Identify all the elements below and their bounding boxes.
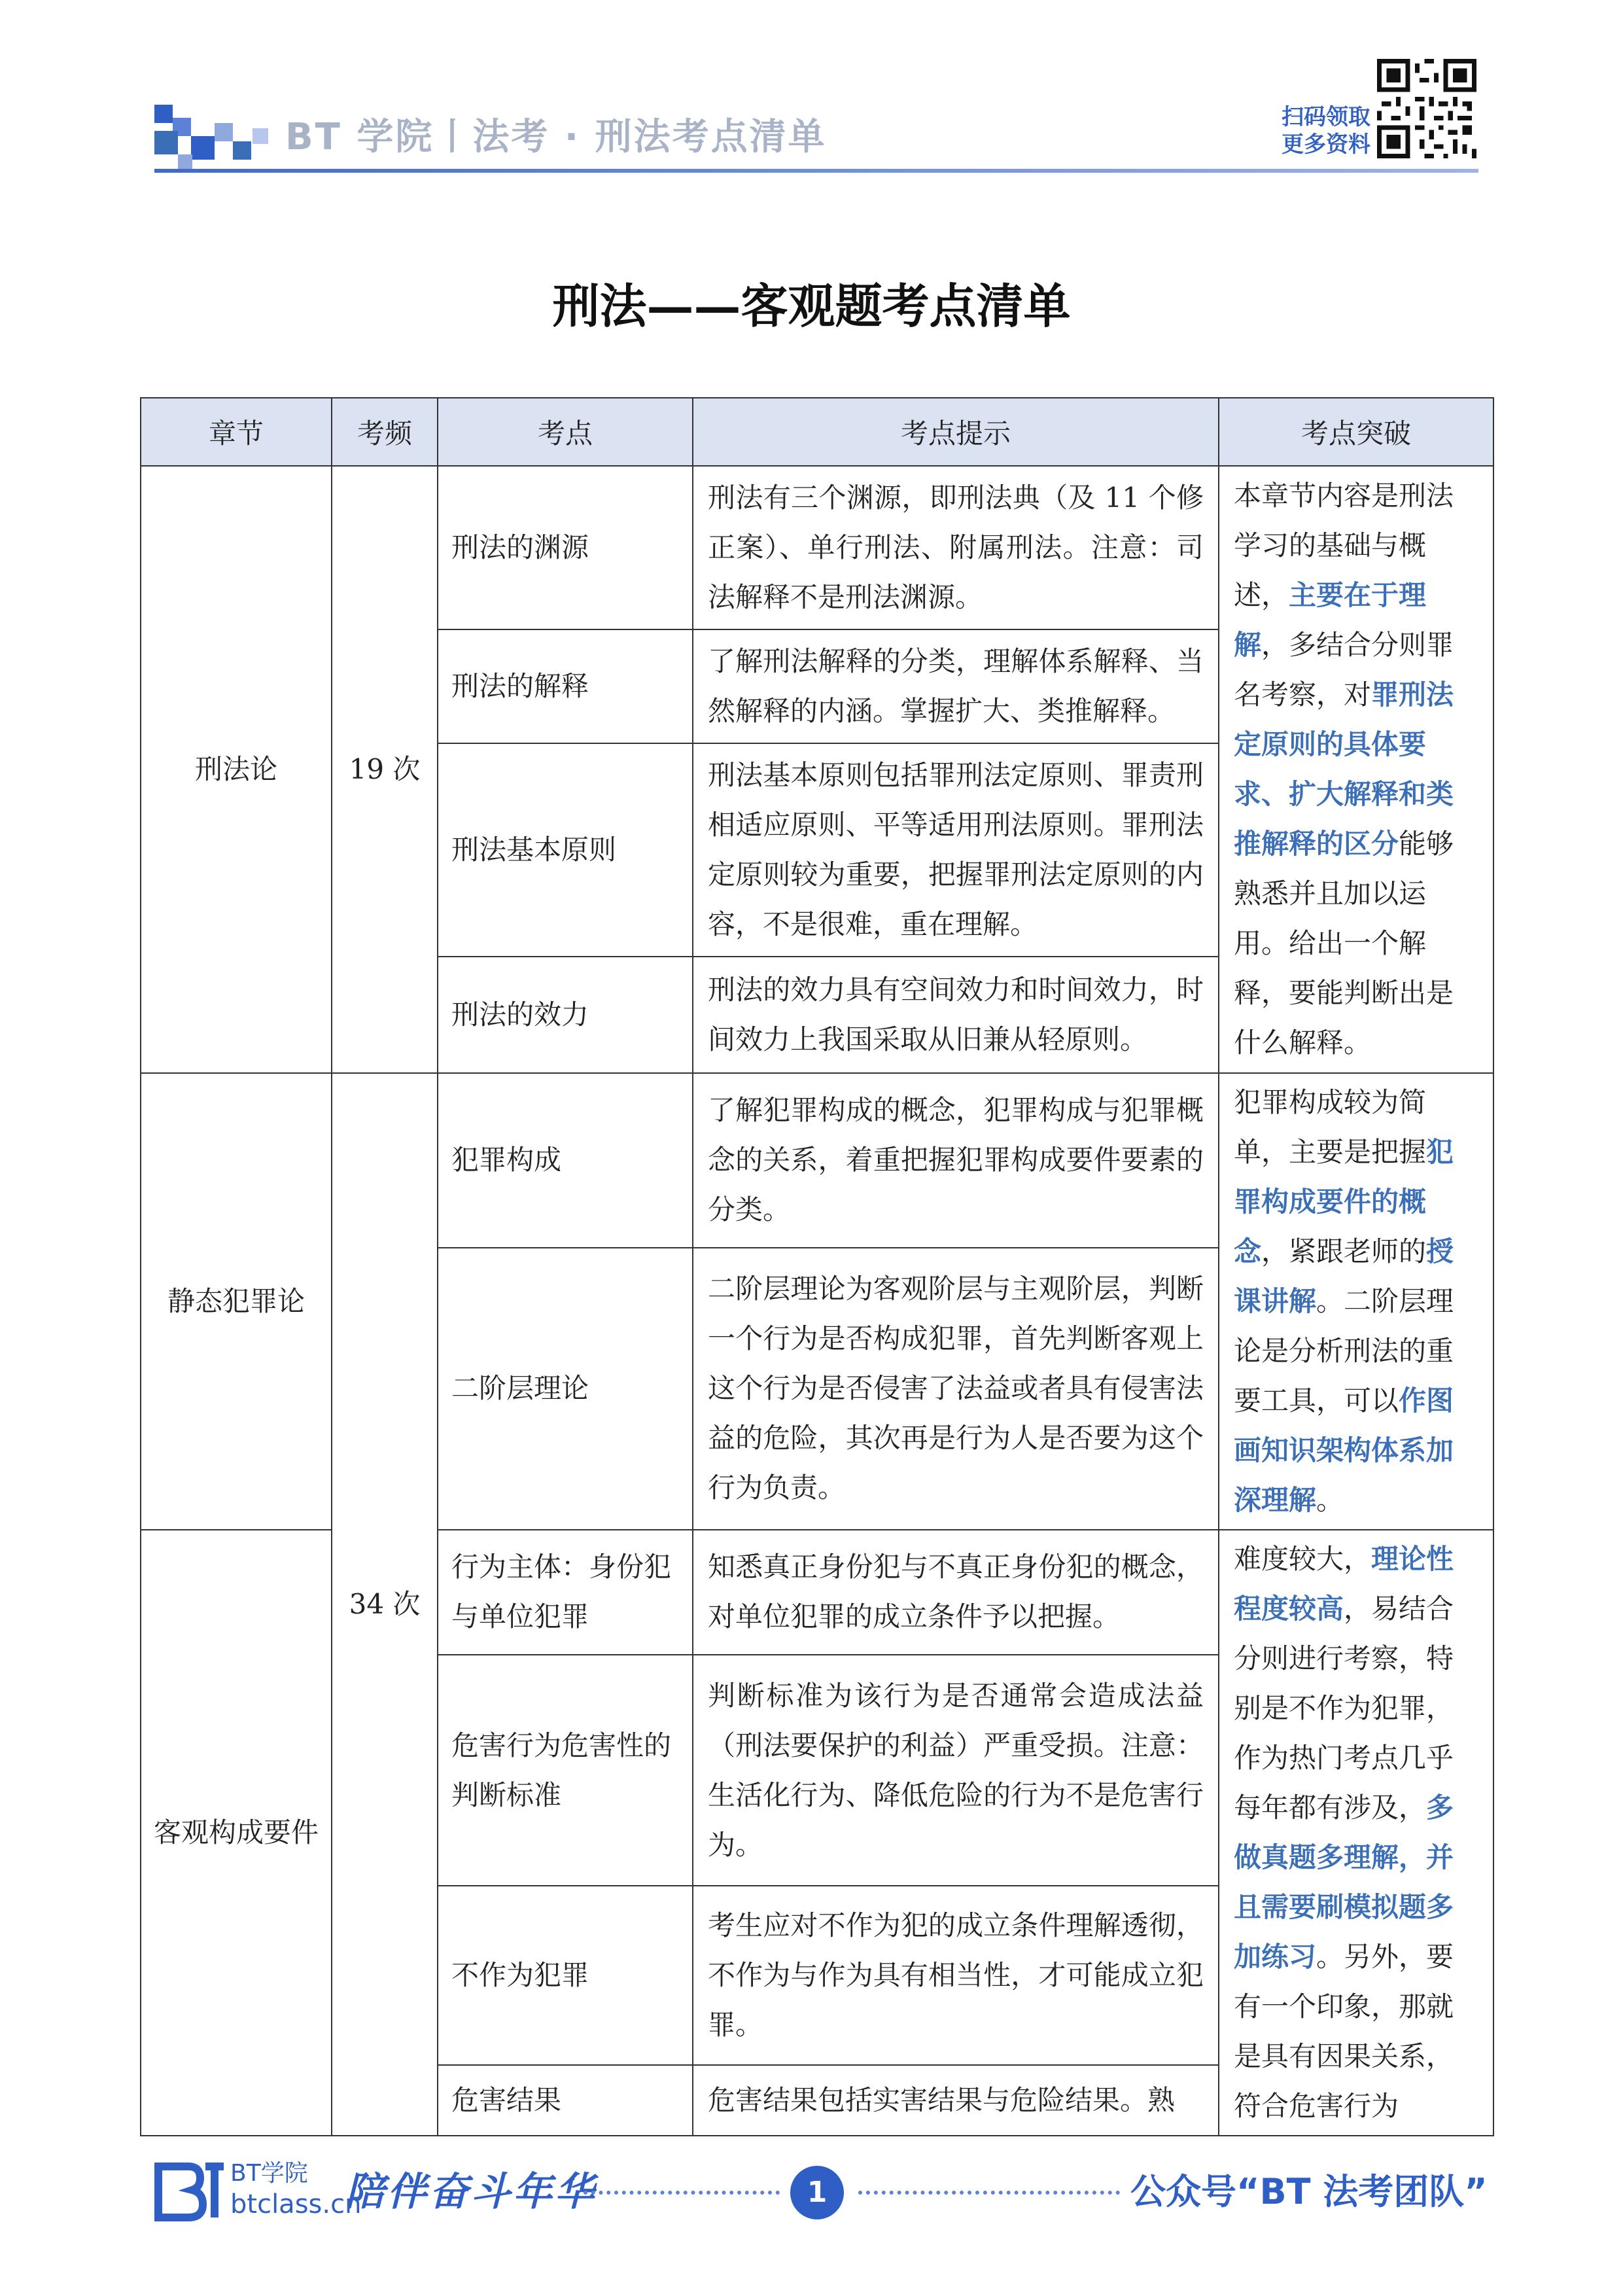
table-header-row [141,398,1493,466]
breakthrough-highlight: 授课讲解 [1234,1235,1454,1317]
col-header-point: 考点 [438,398,693,466]
frequency-cell: 34 次 [332,1073,438,2136]
point-cell: 刑法基本原则 [438,743,693,957]
footer-brand [230,2159,361,2221]
point-cell: 刑法的效力 [438,957,693,1073]
col-header-tip: 考点提示 [693,398,1219,466]
tip-cell: 考生应对不作为犯的成立条件理解透彻，不作为与作为具有相当性，才可能成立犯罪。 [693,1886,1219,2064]
footer-brand-site: btclass.cn [230,2189,362,2219]
chapter-cell: 客观构成要件 [141,1530,332,2136]
breakthrough-text: ，易结合分则进行考察，特别是不作为犯罪，作为热门考点几乎每年都有涉及， [1234,1593,1454,1824]
header-logo-mosaic [154,105,285,169]
point-cell: 危害行为危害性的判断标准 [438,1655,693,1886]
qr-code-icon[interactable] [1377,59,1476,158]
col-header-chapter: 章节 [141,398,332,466]
scan-line-2: 更多资料 [1282,132,1370,158]
breakthrough-highlight: 罪刑法定原则的具体要求、扩大解释和类推解释的区分 [1234,679,1454,860]
point-cell: 行为主体：身份犯与单位犯罪 [438,1530,693,1655]
tip-cell: 了解犯罪构成的概念，犯罪构成与犯罪概念的关系，着重把握犯罪构成要件要素的分类。 [693,1073,1219,1248]
breakthrough-highlight: 主要在于理解 [1234,579,1427,661]
tip-cell: 了解刑法解释的分类，理解体系解释、当然解释的内涵。掌握扩大、类推解释。 [693,629,1219,743]
tip-cell: 二阶层理论为客观阶层与主观阶层，判断一个行为是否构成犯罪，首先判断客观上这个行为是否侵害了法益或者具有侵害法益的危险，其次再是行为人是否要为这个行为负责。 [693,1248,1219,1530]
table-row [141,1073,1493,1248]
footer-dotted-divider [584,2191,780,2195]
breakthrough-text: 。 [1316,1484,1344,1516]
breakthrough-text: 犯罪构成较为简单，主要是把握 [1234,1086,1427,1168]
breakthrough-text: 本章节内容是刑法学习的基础与概述， [1234,480,1454,611]
breakthrough-text: 。另外，要有一个印象，那就是具有因果关系，符合危害行为 [1234,1941,1454,2122]
point-cell: 犯罪构成 [438,1073,693,1248]
page-number: 1 [790,2166,844,2219]
col-header-frequency: 考频 [332,398,438,466]
breakthrough-text: ，多结合分则罪名考察，对 [1234,629,1454,711]
footer-brand-name: BT学院 [230,2160,308,2187]
tip-cell: 判断标准为该行为是否通常会造成法益（刑法要保护的利益）严重受损。注意：生活化行为、降低危险的行为不是危害行为。 [693,1655,1219,1886]
breakthrough-text: ，紧跟老师的 [1261,1235,1427,1267]
point-cell: 二阶层理论 [438,1248,693,1530]
footer-dotted-divider [858,2191,1120,2195]
col-header-breakthrough: 考点突破 [1219,398,1493,466]
breakthrough-cell [1219,1530,1493,2136]
tip-cell: 刑法基本原则包括罪刑法定原则、罪责刑相适应原则、平等适用刑法原则。罪刑法定原则较为重要，把握罪刑法定原则的内容，不是很难，重在理解。 [693,743,1219,957]
point-cell: 刑法的渊源 [438,466,693,629]
tip-cell: 刑法有三个渊源，即刑法典（及 11 个修正案）、单行刑法、附属刑法。注意：司法解释不是刑法渊源。 [693,466,1219,629]
scan-line-1: 扫码领取 [1282,104,1370,130]
breakthrough-cell [1219,466,1493,1073]
tip-cell: 知悉真正身份犯与不真正身份犯的概念，对单位犯罪的成立条件予以把握。 [693,1530,1219,1655]
breakthrough-text: 难度较大， [1234,1543,1372,1575]
document-title: 刑法——客观题考点清单 [552,278,1071,334]
tip-cell: 危害结果包括实害结果与危险结果。熟 [693,2065,1219,2136]
exam-points-table [140,397,1494,2136]
footer-logo-icon [154,2163,226,2221]
chapter-cell: 刑法论 [141,466,332,1073]
point-cell: 危害结果 [438,2065,693,2136]
tip-cell: 刑法的效力具有空间效力和时间效力，时间效力上我国采取从旧兼从轻原则。 [693,957,1219,1073]
scan-prompt [1272,103,1370,158]
header-rule [154,169,1478,173]
breakthrough-highlight: 多做真题多理解，并且需要刷模拟题多加练习 [1234,1792,1454,1973]
frequency-cell: 19 次 [332,466,438,1073]
chapter-cell: 静态犯罪论 [141,1073,332,1530]
breakthrough-highlight: 作图画知识架构体系加深理解 [1234,1385,1454,1516]
header-title: BT 学院丨法考 · 刑法考点清单 [285,116,827,158]
point-cell: 刑法的解释 [438,629,693,743]
breakthrough-highlight: 犯罪构成要件的概念 [1234,1136,1454,1267]
point-cell: 不作为犯罪 [438,1886,693,2064]
breakthrough-text: 能够熟悉并且加以运用。给出一个解释，要能判断出是什么解释。 [1234,828,1454,1059]
breakthrough-cell [1219,1073,1493,1530]
footer-slogan: 陪伴奋斗年华 [345,2169,597,2215]
breakthrough-highlight: 理论性程度较高 [1234,1543,1454,1625]
table-row [141,466,1493,629]
breakthrough-text: 。二阶层理论是分析刑法的重要工具，可以 [1234,1285,1454,1417]
footer-account: 公众号“BT 法考团队” [1130,2171,1488,2212]
